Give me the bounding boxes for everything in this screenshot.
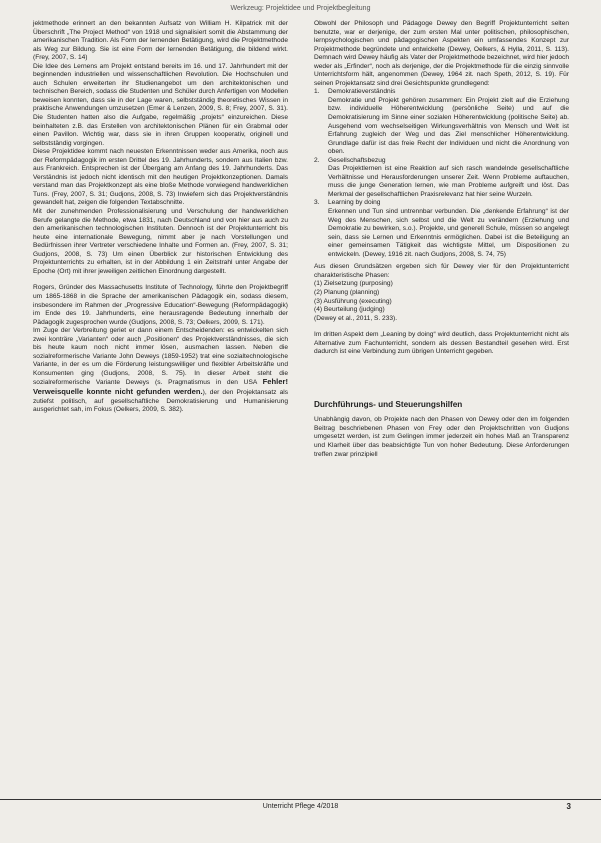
paragraph-text: ), der den Projektansatz als zutiefst politisch, auf gesellschaftliche Demokratisierung und Humanisierung ausgerichtet sah, im Fokus (Oelkers, 2009, S. 382). [33, 388, 288, 414]
paragraph: Obwohl der Philosoph und Pädagoge Dewey den Begriff Projektunterricht selten benutzte, war er derjenige, der zum ersten Mal unter politischen, philosophischen, lernpsychologischen und pädagogischen Aspekten ein umfassendes Konzept zur Projektmethode begründete und entwickelte (Dewey, Oelkers, & Hylla, 2011, S. 113). Demnach wird Dewey häufig als Vater der Projektmethode bezeichnet, wird hier jedoch weder als „Erfinder“, noch als derjenige, der die Projektmethode für die einzig sinnvolle Unterrichtsform hält, angenommen (Dewey, 1964 zit. nach Speth, 2012, S. 19). Für seinen Projektansatz sind drei Gesichtspunkte grundlegend: [314, 20, 569, 87]
list-item-text: Erkennen und Tun sind untrennbar verbunden. Die „denkende Erfahrung“ ist der Weg des Menschen, sich selbst und die Welt zu verändern (Erziehung und Demokratie zu bewirken, s.o.). Projekte, und generell Schule, müssen so angelegt sein, dass sie Lernen und Erkenntnis ermöglichen. Dabei ist die Beteiligung an einer gemeinsamen Tätigkeit das wichtigste Mittel, um Dispositionen zu entwickeln. (Dewey, 1916 zit. nach Gudjons, 2008, S. 74, 75) [328, 208, 569, 258]
paragraph: Aus diesen Grundsätzen ergeben sich für Dewey vier für den Projektunterricht charakteristische Phasen: [314, 263, 569, 279]
paragraph-text: Im Zuge der Verbreitung geriet er dann einem Entscheidenden: es entwickelten sich zwei konträre „Varianten“ oder auch „Positionen“ des Projektverständnisses, die sich bis heute kaum noch nicht immer lösen, ausmachen lassen. Neben die sozialreformerische Variante John Deweys (1859-1952) trat eine sozialtechnologische Variante, in der es um die Förderung leistungswilliger und flexibler Arbeitskräfte und Konsumenten ging (Gudjons, 2008, S. 75). In dieser Arbeit steht die sozialreformerische Variante Deweys (s. Pragmatismus in den USA [33, 327, 288, 387]
paragraph [33, 327, 288, 414]
list-item [314, 88, 569, 156]
page-footer [0, 799, 601, 814]
list-item-text: Das Projektlernen ist eine Reaktion auf sich rasch wandelnde gesellschaftliche Verhältnisse und Herausforderungen unserer Zeit. Wenn Probleme auftauchen, muss die junge Generation lernen, wie man Probleme aufgreift und löst. Das Merkmal der gesellschaftlichen Praxisrelevanz hat hier seine Wurzeln. [328, 165, 569, 198]
phase-item: (1) Zielsetzung (purposing) [314, 280, 393, 288]
phase-item: (3) Ausführung (executing) [314, 297, 392, 305]
paragraph: Die Idee des Lernens am Projekt entstand bereits im 16. und 17. Jahrhundert mit der beginnenden industriellen und wissenschaftlichen Revolution. Die Hochschulen und auch Schulen erweiterten ihr Studienangebot um den architektonischen und technischen Bereich, sodass die Studenten und Schüler durch Anfertigen von Modellen beweisen konnten, dass sie in der Lage waren, selbstständig theoretisches Wissen in praktische Anwendungen umzusetzen (Emer & Lenzen, 2009, S. 8; Frey, 2007, S. 31). Die Studenten hatten also die Aufgabe, regelmäßig „projets“ einzureichen. Diese beinhalteten z.B. das Erstellen von architektonischen Plänen für ein Grabmal oder einen Pavillon. Wichtig war, dass sie in ihren Gruppen kooperativ, originell und selbstständig vorgingen. [33, 62, 288, 147]
page-number: 3 [566, 802, 571, 811]
phase-item: (4) Beurteilung (judging) [314, 306, 385, 314]
paragraph: Diese Projektidee kommt nach neuesten Erkenntnissen weder aus Amerika, noch aus der Reformpädagogik im ersten Drittel des 19. Jahrhunderts, sondern aus Italien bzw. aus Frankreich. Entsprechen ist der Übergang am Anfang des 19. Jahrhunderts. Das Verständnis ist jedoch nicht identisch mit den heutigen Projektkonzeptionen. Damals verstand man das Projektkonzept als eine bloße Methode vorwiegend handwerklichen Tuns. (Frey, 2007, S. 31; Gudjons, 2008, S. 73) Inwiefern sich das Projektverständnis gewandelt hat, zeigen die folgenden Textabschnitte. [33, 148, 288, 207]
spacer [33, 276, 288, 284]
list-item-title: Demokratieverständnis [328, 88, 396, 96]
section-heading: Durchführungs- und Steuerungshilfen [314, 399, 463, 409]
list-item [314, 157, 569, 200]
spacer [314, 357, 569, 401]
list-item-title: Gesellschaftsbezug [328, 156, 386, 164]
running-header: Werkzeug: Projektidee und Projektbegleitung [230, 5, 371, 12]
left-column [33, 20, 288, 415]
magazine-name: Unterricht Pflege 4/2018 [262, 803, 339, 810]
citation: (Dewey et al., 2011, S. 233). [314, 314, 398, 322]
list-item-title: Learning by doing [328, 199, 381, 207]
list-number: 1. [314, 88, 320, 96]
reference-error: Fehler! Verweisquelle konnte nicht gefunden werden. [33, 377, 288, 396]
phase-item: (2) Planung (planning) [314, 288, 380, 296]
right-column [314, 20, 569, 459]
list-item [314, 199, 569, 259]
paragraph: Unabhängig davon, ob Projekte nach den Phasen von Dewey oder den im folgenden Beitrag beschriebenen Phasen von Frey oder den Projektschritten von Gudjons umgesetzt werden, ist zum Gelingen immer jederzeit ein hohes Maß an Transparenz und Klarheit über das beabsichtigte Tun von hoher Bedeutung. Diese Anforderungen treffen zwar prinzipiell [314, 416, 569, 458]
list-item-text: Demokratie und Projekt gehören zusammen: Ein Projekt zielt auf die Erziehung bzw. individuelle Höherentwicklung (persönliche Seite) und auf die Demokratisierung im Sinne einer sozialen Höherentwicklung (politische Seite) ab. Ausgehend vom wechselseitigen Wirkungsverhältnis von Mensch und Welt ist Erfahrung zugleich der Weg und das Ziel menschlicher Höherentwicklung. Grundlage dafür ist das freie Recht der Individuen und nicht die Anordnung von oben. [328, 96, 569, 156]
list-number: 3. [314, 199, 320, 207]
paragraph: Im dritten Aspekt dem „Leaning by doing“ wird deutlich, dass Projektunterricht nicht als Alternative zum Fachunterricht, sondern als dessen Bestandteil gesehen wird. Erst dadurch ist eine Verbindung zum übrigen Unterricht gegeben. [314, 331, 569, 356]
paragraph: jektmethode erinnert an den bekannten Aufsatz von William H. Kilpatrick mit der Überschrift „The Project Method“ von 1918 und signalisiert somit die Abstammung der amerikanischen Tradition. Als Form der lernenden Betätigung, wird die Projektmethode als Weg zur Bildung. Sie ist eine Form der lernenden Betätigung, die bildend wirkt. (Frey, 2007, S. 14) [33, 20, 288, 62]
paragraph: Mit der zunehmenden Professionalisierung und Verschulung der handwerklichen Berufe gelangte die Methode, etwa 1831, nach Deutschland und von hier aus auch zu den amerikanischen technologischen Instituten. Dennoch ist der Projektunterricht bis heute eine internationale Bewegung, nimmt aber je nach Vorstellungen und Bedürfnissen ihrer Vertreter verschiedene Inhalte und Formen an. (Frey, 2007, S. 31; Gudjons, 2008, S. 73) Um einen Überblick zur historischen Entwicklung des Projektunterrichts zu erhalten, ist in der Abbildung 1 ein Zeitstrahl unter Angabe der Epoche (Ort) mit ihrer jeweiligen zeitlichen Einordnung dargestellt. [33, 208, 288, 275]
spacer [314, 323, 569, 331]
paragraph: Rogers, Gründer des Massachusetts Institute of Technology, führte den Projektbegriff um 1865-1868 in die Sprache der amerikanischen Pädagogik ein, sodass diesem, insbesondere im Rahmen der „Progressive Education“-Bewegung (Reformpädagogik) im Ende des 19. Jahrhunderts, eine herausragende Bedeutung innerhalb der Pädagogik zugesprochen wurde (Gudjons, 2008, S. 73; Oelkers, 2009, S. 171). [33, 284, 288, 326]
list-number: 2. [314, 156, 320, 164]
